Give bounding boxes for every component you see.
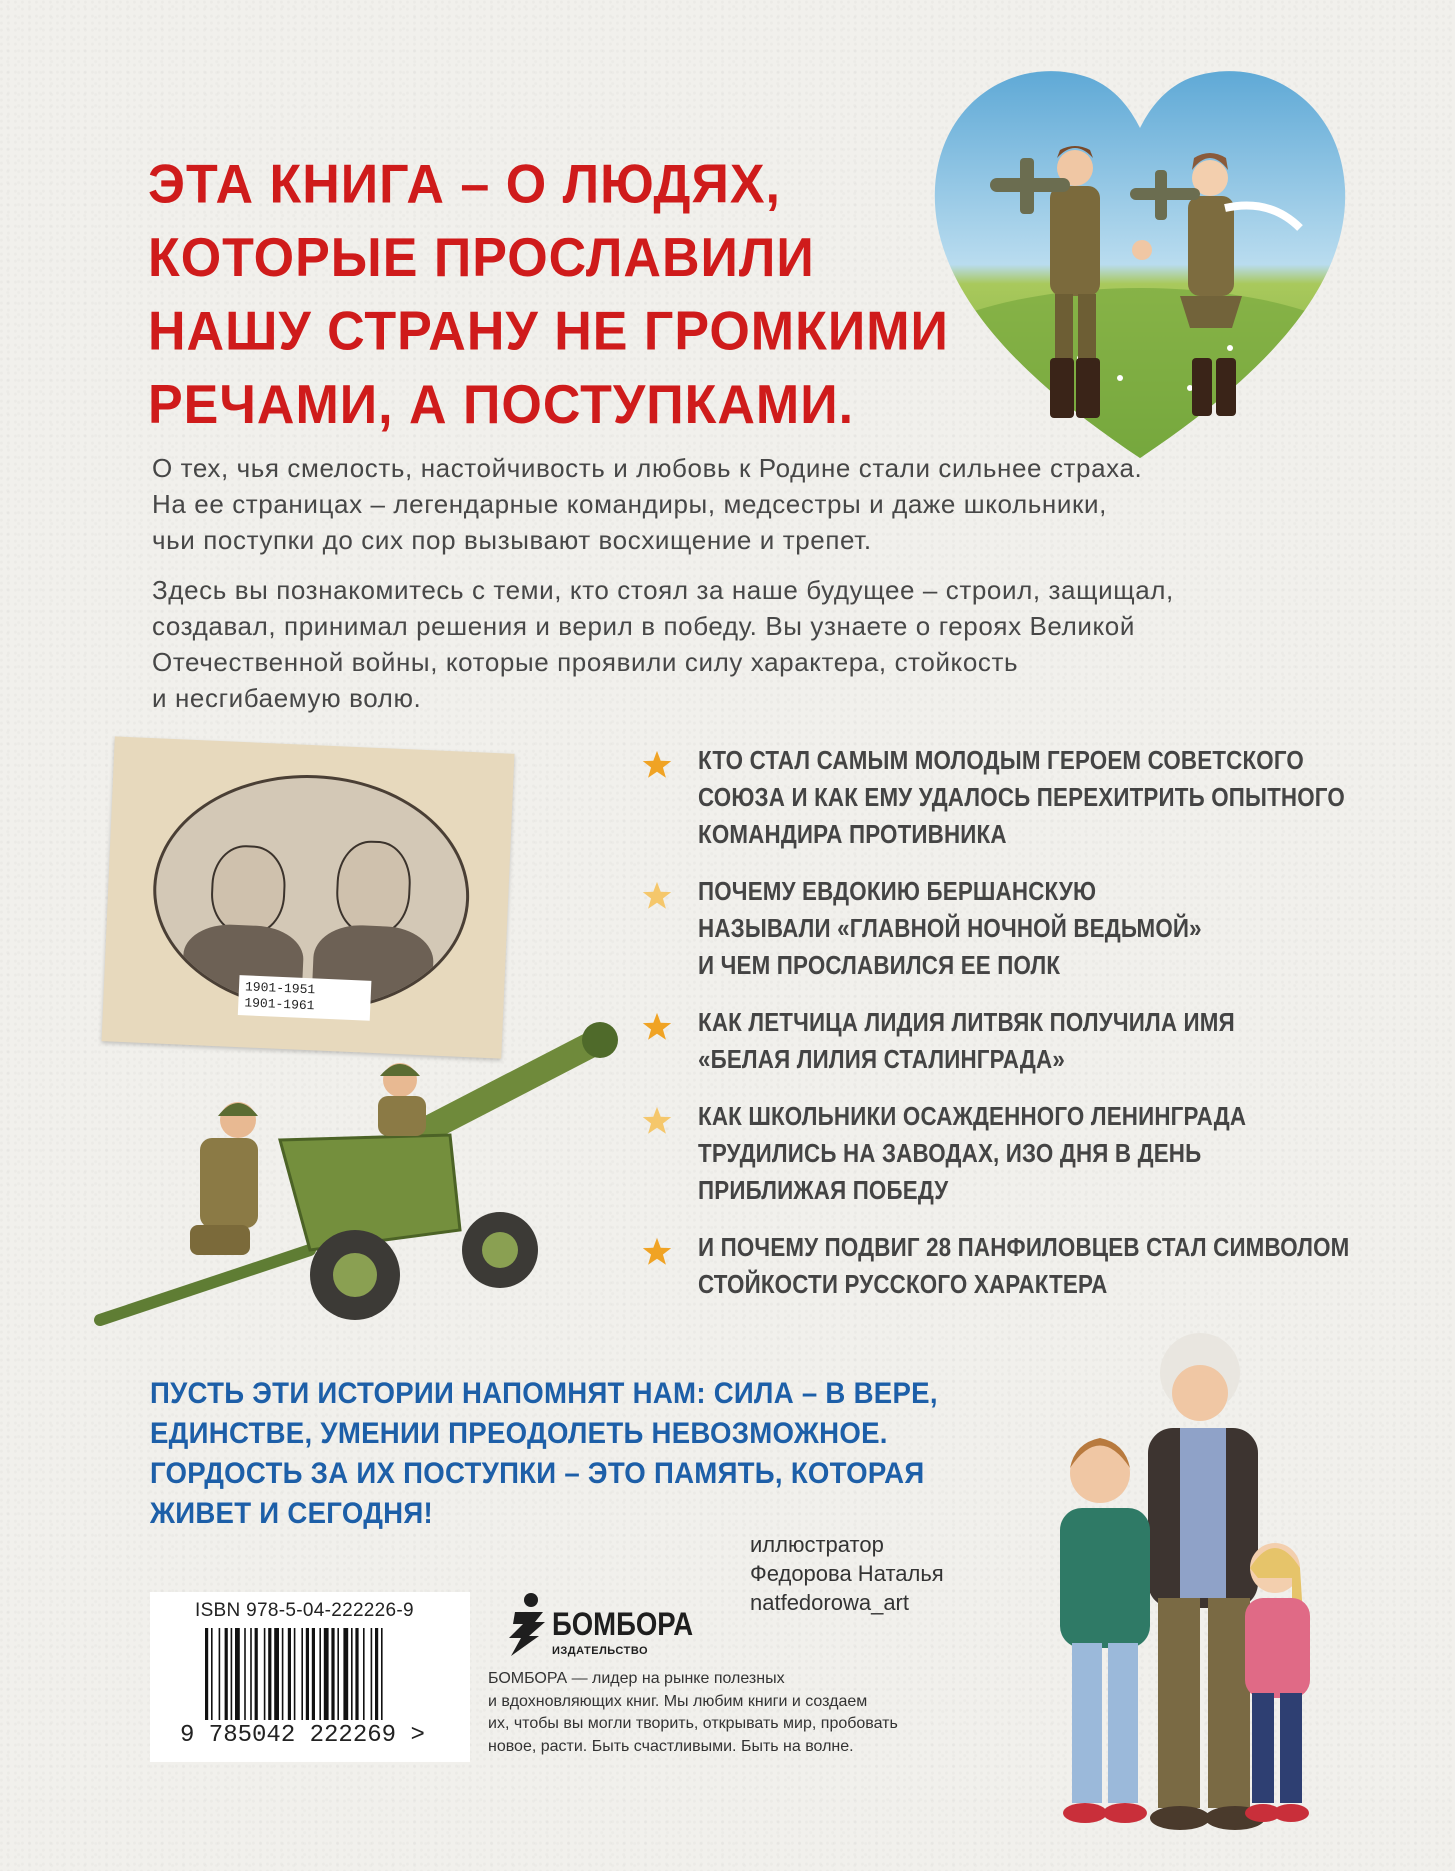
publisher-description-line: БОМБОРА — лидер на рынке полезных xyxy=(488,1670,785,1687)
barcode-bar xyxy=(235,1628,240,1720)
closing-line: ПУСТЬ ЭТИ ИСТОРИИ НАПОМНЯТ НАМ: СИЛА – В ВЕРЕ, xyxy=(150,1377,938,1410)
barcode-bar xyxy=(255,1628,258,1720)
star-icon xyxy=(640,879,674,913)
barcode-bar xyxy=(363,1628,365,1720)
bullet-line: И ПОЧЕМУ ПОДВИГ 28 ПАНФИЛОВЦЕВ СТАЛ СИМВОЛОМ xyxy=(698,1232,1350,1262)
star-icon xyxy=(640,748,674,782)
barcode-bar xyxy=(288,1628,291,1720)
bullet-line: СОЮЗА И КАК ЕМУ УДАЛОСЬ ПЕРЕХИТРИТЬ ОПЫТНОГО xyxy=(698,782,1345,812)
headline xyxy=(148,148,988,442)
intro-line: создавал, принимал решения и верил в победу. Вы узнаете о героях Великой xyxy=(152,611,1135,641)
star-icon xyxy=(640,1010,674,1044)
bullet-item xyxy=(640,1098,1400,1209)
barcode-bar xyxy=(244,1628,246,1720)
star-icon xyxy=(640,1235,674,1269)
bullet-line: КОМАНДИРА ПРОТИВНИКА xyxy=(698,819,1007,849)
bullet-line: КАК ЛЕТЧИЦА ЛИДИЯ ЛИТВЯК ПОЛУЧИЛА ИМЯ xyxy=(698,1007,1235,1037)
bullet-list xyxy=(640,742,1400,1323)
bullet-item xyxy=(640,1229,1400,1303)
intro-line: На ее страницах – легендарные командиры, медсестры и даже школьники, xyxy=(152,489,1107,519)
cannon-soldiers-illustration xyxy=(80,1020,640,1340)
photo-date: 1901-1951 xyxy=(244,979,316,998)
vintage-photo xyxy=(102,736,515,1058)
publisher-description-line: их, чтобы вы могли творить, открывать мир, пробовать xyxy=(488,1715,898,1732)
barcode-bar xyxy=(306,1628,309,1720)
barcode-bar xyxy=(343,1628,348,1720)
headline-line: НАШУ СТРАНУ НЕ ГРОМКИМИ xyxy=(148,301,949,363)
closing-line: ГОРДОСТЬ ЗА ИХ ПОСТУПКИ – ЭТО ПАМЯТЬ, КОТОРАЯ xyxy=(150,1457,925,1490)
heart-pilots-illustration xyxy=(930,58,1350,468)
intro-line: О тех, чья смелость, настойчивость и любовь к Родине стали сильнее страха. xyxy=(152,453,1143,483)
bullet-item xyxy=(640,873,1400,984)
barcode-bar xyxy=(231,1628,233,1720)
bullet-item xyxy=(640,1004,1400,1078)
bullet-line: И ЧЕМ ПРОСЛАВИЛСЯ ЕЕ ПОЛК xyxy=(698,950,1061,980)
barcode-bar xyxy=(205,1628,208,1720)
intro-paragraph-2 xyxy=(152,572,1292,716)
barcode-bar xyxy=(381,1628,383,1720)
intro-line: чьи поступки до сих пор вызывают восхищение и трепет. xyxy=(152,525,872,555)
barcode xyxy=(205,1628,455,1723)
publisher-logo-sub: ИЗДАТЕЛЬСТВО xyxy=(552,1645,649,1657)
barcode-bar xyxy=(337,1628,339,1720)
publisher-description-line: новое, расти. Быть счастливыми. Быть на волне. xyxy=(488,1737,854,1755)
bullet-line: НАЗЫВАЛИ «ГЛАВНОЙ НОЧНОЙ ВЕДЬМОЙ» xyxy=(698,913,1202,943)
intro-line: и несгибаемую волю. xyxy=(152,683,422,713)
barcode-bar xyxy=(331,1628,334,1720)
barcode-bar xyxy=(225,1628,228,1720)
closing-line: ЕДИНСТВЕ, УМЕНИИ ПРЕОДОЛЕТЬ НЕВОЗМОЖНОЕ. xyxy=(150,1417,888,1450)
illustrator-name: Федорова Наталья xyxy=(750,1561,944,1586)
bombora-logo-icon xyxy=(505,1592,549,1658)
barcode-number: 9 785042 222269 > xyxy=(180,1722,425,1749)
barcode-bar xyxy=(219,1628,221,1720)
bullet-line: КАК ШКОЛЬНИКИ ОСАЖДЕННОГО ЛЕНИНГРАДА xyxy=(698,1101,1247,1131)
barcode-bar xyxy=(375,1628,378,1720)
illustrator-handle: natfedorowa_art xyxy=(750,1590,909,1615)
barcode-bar xyxy=(301,1628,303,1720)
closing-line: ЖИВЕТ И СЕГОДНЯ! xyxy=(150,1497,433,1530)
barcode-bar xyxy=(351,1628,353,1720)
intro-line: Отечественной войны, которые проявили силу характера, стойкость xyxy=(152,647,1019,677)
illustrator-role: иллюстратор xyxy=(750,1532,884,1557)
family-illustration xyxy=(1030,1318,1330,1848)
headline-line: РЕЧАМИ, А ПОСТУПКАМИ. xyxy=(148,374,855,436)
bullet-line: ПРИБЛИЖАЯ ПОБЕДУ xyxy=(698,1175,949,1205)
barcode-bar xyxy=(264,1628,266,1720)
illustrator-credit xyxy=(750,1530,944,1617)
barcode-bar xyxy=(268,1628,271,1720)
isbn-label: ISBN 978-5-04-222226-9 xyxy=(195,1600,414,1621)
barcode-bar xyxy=(371,1628,373,1720)
headline-line: ЭТА КНИГА – О ЛЮДЯХ, xyxy=(148,154,781,216)
bullet-item xyxy=(640,742,1400,853)
barcode-bar xyxy=(355,1628,358,1720)
barcode-bar xyxy=(324,1628,329,1720)
intro-paragraph-1 xyxy=(152,450,1292,558)
photo-date-label xyxy=(238,975,372,1021)
bullet-line: «БЕЛАЯ ЛИЛИЯ СТАЛИНГРАДА» xyxy=(698,1044,1065,1074)
barcode-bar xyxy=(319,1628,321,1720)
star-icon xyxy=(640,1104,674,1138)
barcode-bar xyxy=(250,1628,252,1720)
barcode-bar xyxy=(312,1628,315,1720)
publisher-description-line: и вдохновляющих книг. Мы любим книги и создаем xyxy=(488,1692,868,1710)
headline-line: КОТОРЫЕ ПРОСЛАВИЛИ xyxy=(148,227,815,289)
bullet-line: КТО СТАЛ САМЫМ МОЛОДЫМ ГЕРОЕМ СОВЕТСКОГО xyxy=(698,745,1304,775)
barcode-bar xyxy=(294,1628,296,1720)
bullet-line: ТРУДИЛИСЬ НА ЗАВОДАХ, ИЗО ДНЯ В ДЕНЬ xyxy=(698,1138,1202,1168)
photo-date: 1901-1961 xyxy=(244,995,315,1014)
bullet-line: СТОЙКОСТИ РУССКОГО ХАРАКТЕРА xyxy=(698,1269,1108,1299)
barcode-bar xyxy=(274,1628,279,1720)
closing-statement xyxy=(150,1374,1050,1534)
publisher-logo-text: БОМБОРА xyxy=(552,1606,694,1642)
barcode-bar xyxy=(282,1628,284,1720)
bullet-line: ПОЧЕМУ ЕВДОКИЮ БЕРШАНСКУЮ xyxy=(698,876,1097,906)
intro-line: Здесь вы познакомитесь с теми, кто стоял за наше будущее – строил, защищал, xyxy=(152,575,1174,605)
publisher-description xyxy=(488,1668,1008,1758)
barcode-bar xyxy=(211,1628,213,1720)
